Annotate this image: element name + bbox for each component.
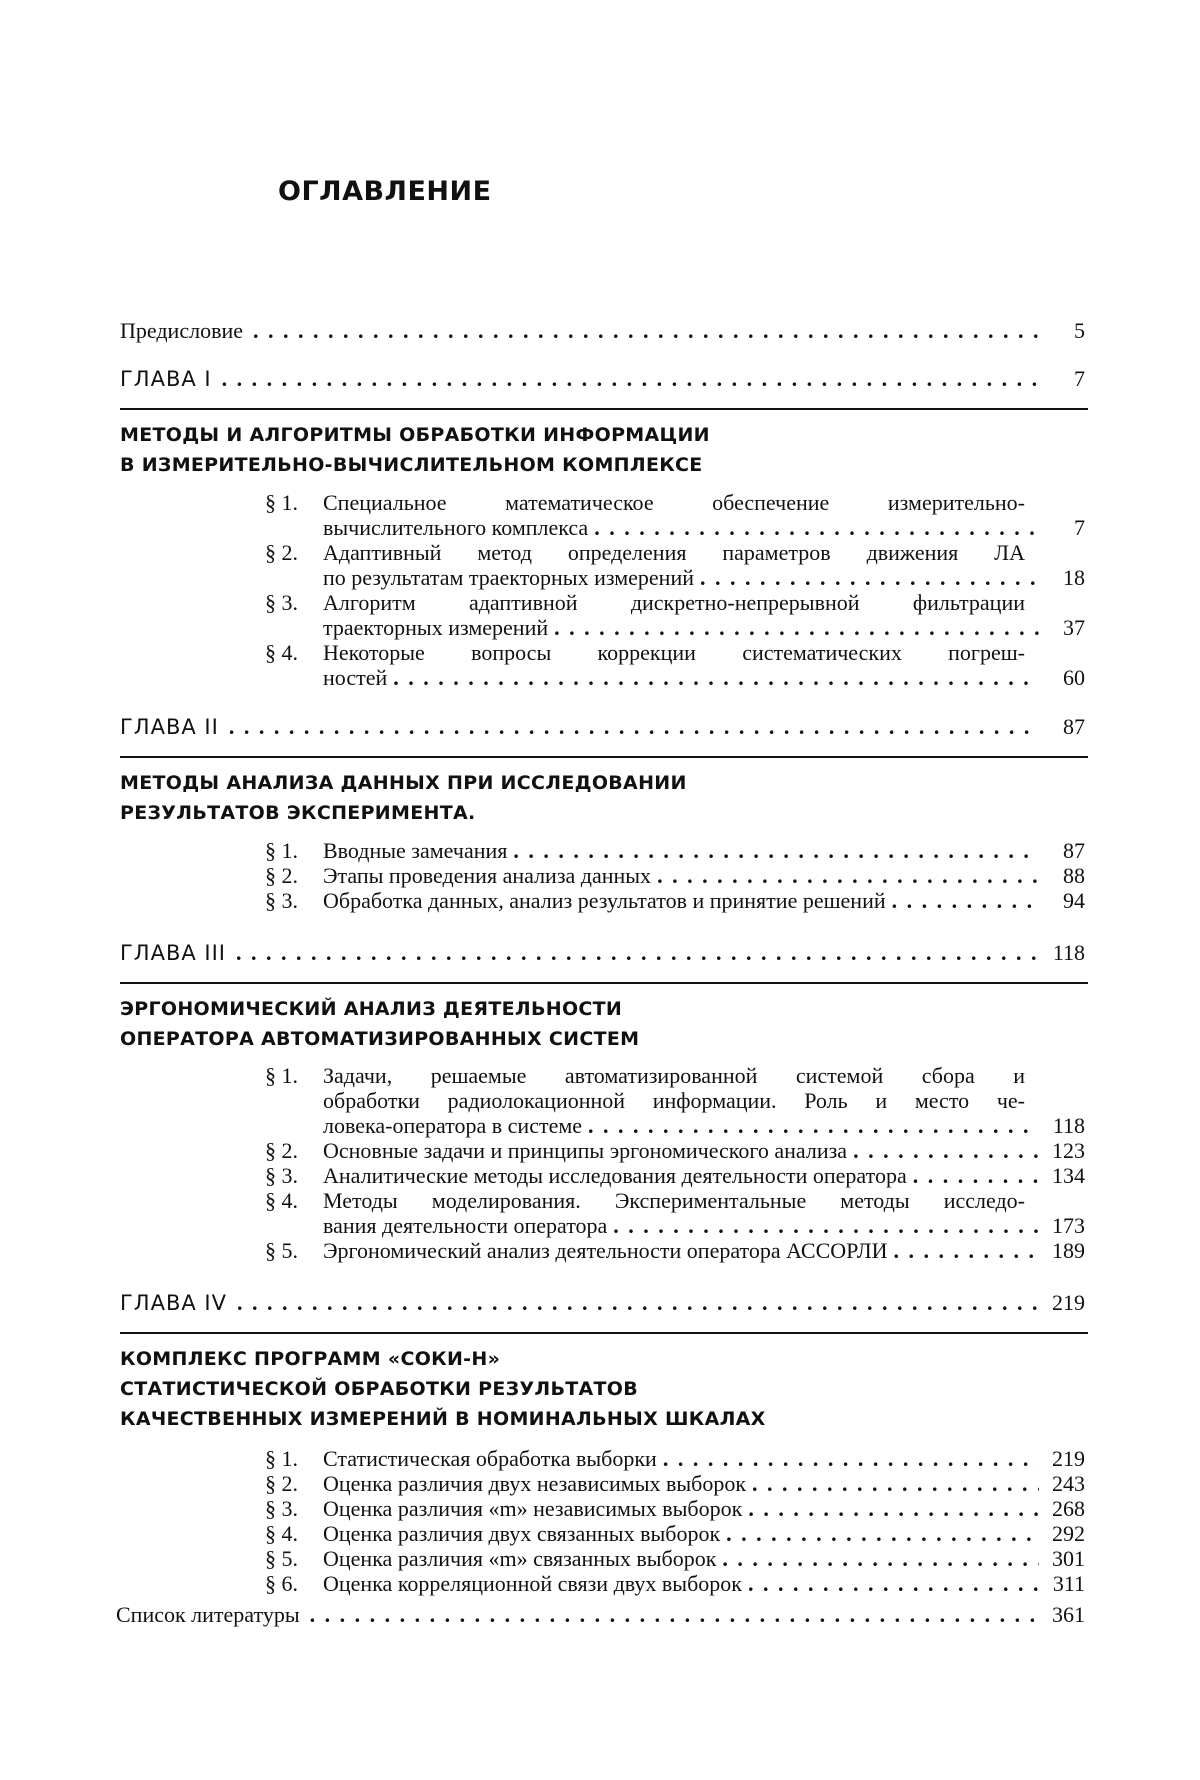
- dot-leader: [554, 615, 1039, 640]
- chapter-title-line: ЭРГОНОМИЧЕСКИЙ АНАЛИЗ ДЕЯТЕЛЬНОСТИ: [120, 998, 623, 1020]
- section-line: вания деятельности оператора: [323, 1213, 608, 1238]
- chapter-page: 87: [1063, 714, 1085, 739]
- chapter-rule: [120, 982, 1088, 984]
- dot-leader: [894, 1238, 1039, 1263]
- section-page: 37: [1063, 615, 1085, 640]
- dot-leader: [253, 318, 1039, 344]
- section-line: Основные задачи и принципы эргономического анализа: [323, 1138, 848, 1163]
- section-page: 311: [1052, 1571, 1085, 1596]
- dot-leader: [393, 665, 1039, 690]
- section-number: § 1.: [265, 490, 298, 515]
- section-number: § 4.: [265, 640, 298, 665]
- section-page: 123: [1052, 1138, 1085, 1163]
- section-page: 134: [1052, 1163, 1085, 1188]
- entry-page: 361: [1052, 1602, 1085, 1627]
- chapter-page: 219: [1052, 1290, 1085, 1315]
- dot-leader: [594, 515, 1039, 540]
- section-line: Эргономический анализ деятельности оператора АССОРЛИ: [323, 1238, 888, 1263]
- section-number: § 2.: [265, 1471, 298, 1496]
- entry-page: 5: [1074, 318, 1085, 343]
- chapter-3-heading: [120, 940, 1085, 966]
- chapter-rule: [120, 1332, 1088, 1334]
- dot-leader: [853, 1138, 1039, 1163]
- dot-leader: [657, 863, 1039, 888]
- toc-entry-bibliography: [116, 1602, 1085, 1628]
- section-line: Адаптивный метод определения параметров движения ЛА: [323, 540, 1025, 565]
- dot-leader: [236, 940, 1039, 966]
- section-line: Обработка данных, анализ результатов и принятие решений: [323, 888, 886, 913]
- dot-leader: [748, 1496, 1039, 1521]
- section-number: § 2.: [265, 863, 298, 888]
- section-number: § 2.: [265, 1138, 298, 1163]
- section-page: 173: [1052, 1213, 1085, 1238]
- section-page: 219: [1052, 1446, 1085, 1471]
- chapter-label: ГЛАВА I: [120, 367, 212, 391]
- chapter-title-line: МЕТОДЫ АНАЛИЗА ДАННЫХ ПРИ ИССЛЕДОВАНИИ: [120, 772, 687, 794]
- dot-leader: [748, 1571, 1039, 1596]
- chapter-title-line: КОМПЛЕКС ПРОГРАММ «СОКИ-Н»: [120, 1348, 501, 1370]
- section-line: ловека-оператора в системе: [323, 1113, 583, 1138]
- section-page: 118: [1052, 1113, 1085, 1138]
- chapter-label: ГЛАВА II: [120, 715, 219, 739]
- chapter-title-line: СТАТИСТИЧЕСКОЙ ОБРАБОТКИ РЕЗУЛЬТАТОВ: [120, 1378, 639, 1400]
- section-page: 60: [1063, 665, 1085, 690]
- chapter-1-title: [120, 420, 1080, 480]
- section-number: § 2.: [265, 540, 298, 565]
- section-line: ностей: [323, 665, 388, 690]
- chapter-title-line: В ИЗМЕРИТЕЛЬНО-ВЫЧИСЛИТЕЛЬНОМ КОМПЛЕКСЕ: [120, 454, 703, 476]
- section-line: Некоторые вопросы коррекции систематических погреш-: [323, 640, 1025, 665]
- section-page: 88: [1063, 863, 1085, 888]
- section-number: § 6.: [265, 1571, 298, 1596]
- chapter-title-line: ОПЕРАТОРА АВТОМАТИЗИРОВАННЫХ СИСТЕМ: [120, 1028, 640, 1050]
- dot-leader: [752, 1471, 1039, 1496]
- section-number: § 3.: [265, 1496, 298, 1521]
- dot-leader: [613, 1213, 1039, 1238]
- dot-leader: [588, 1113, 1039, 1138]
- section-line: Оценка различия «m» независимых выборок: [323, 1496, 743, 1521]
- dot-leader: [913, 1163, 1039, 1188]
- section-number: § 1.: [265, 1446, 298, 1471]
- section-line: Специальное математическое обеспечение измерительно-: [323, 490, 1025, 515]
- section-line: по результатам траекторных измерений: [323, 565, 695, 590]
- dot-leader: [726, 1521, 1039, 1546]
- chapter-label: ГЛАВА IV: [120, 1291, 227, 1315]
- section-page: 301: [1052, 1546, 1085, 1571]
- chapter-rule: [120, 408, 1088, 410]
- chapter-4-heading: [120, 1290, 1085, 1316]
- section-page: 292: [1052, 1521, 1085, 1546]
- section-line: Статистическая обработка выборки: [323, 1446, 657, 1471]
- section-page: 18: [1063, 565, 1085, 590]
- chapter-rule: [120, 756, 1088, 758]
- section-page: 243: [1052, 1471, 1085, 1496]
- section-line: траекторных измерений: [323, 615, 549, 640]
- section-number: § 5.: [265, 1238, 298, 1263]
- dot-leader: [892, 888, 1039, 913]
- chapter-label: ГЛАВА III: [120, 941, 226, 965]
- section-line: Вводные замечания: [323, 838, 508, 863]
- toc-entry-preface: [120, 318, 1085, 344]
- section-page: 189: [1052, 1238, 1085, 1263]
- section-line: Оценка различия двух связанных выборок: [323, 1521, 721, 1546]
- section-number: § 3.: [265, 590, 298, 615]
- chapter-title-line: РЕЗУЛЬТАТОВ ЭКСПЕРИМЕНТА.: [120, 802, 476, 824]
- dot-leader: [237, 1290, 1039, 1316]
- chapter-2-heading: [120, 714, 1085, 740]
- section-number: § 1.: [265, 1063, 298, 1088]
- dot-leader: [229, 714, 1039, 740]
- section-number: § 3.: [265, 1163, 298, 1188]
- chapter-3-title: [120, 994, 1080, 1054]
- section-line: обработки радиолокационной информации. Роль и место че-: [323, 1088, 1025, 1113]
- section-line: Этапы проведения анализа данных: [323, 863, 652, 888]
- section-line: Задачи, решаемые автоматизированной системой сбора и: [323, 1063, 1025, 1088]
- chapter-4-title: [120, 1344, 1080, 1434]
- chapter-title-line: КАЧЕСТВЕННЫХ ИЗМЕРЕНИЙ В НОМИНАЛЬНЫХ ШКАЛАХ: [120, 1408, 766, 1430]
- dot-leader: [310, 1602, 1039, 1628]
- entry-label: Предисловие: [120, 318, 243, 343]
- chapter-page: 118: [1052, 940, 1085, 965]
- section-number: § 5.: [265, 1546, 298, 1571]
- dot-leader: [700, 565, 1039, 590]
- section-line: Аналитические методы исследования деятельности оператора: [323, 1163, 907, 1188]
- section-line: Оценка различия двух независимых выборок: [323, 1471, 747, 1496]
- section-number: § 4.: [265, 1188, 298, 1213]
- section-number: § 1.: [265, 838, 298, 863]
- entry-label: Список литературы: [116, 1602, 300, 1627]
- section-line: Оценка различия «m» связанных выборок: [323, 1546, 717, 1571]
- section-page: 268: [1052, 1496, 1085, 1521]
- section-line: Алгоритм адаптивной дискретно-непрерывной фильтрации: [323, 590, 1025, 615]
- dot-leader: [722, 1546, 1039, 1571]
- chapter-page: 7: [1074, 366, 1085, 391]
- dot-leader: [663, 1446, 1039, 1471]
- chapter-title-line: МЕТОДЫ И АЛГОРИТМЫ ОБРАБОТКИ ИНФОРМАЦИИ: [120, 424, 710, 446]
- section-number: § 4.: [265, 1521, 298, 1546]
- section-line: Оценка корреляционной связи двух выборок: [323, 1571, 742, 1596]
- section-line: вычислительного комплекса: [323, 515, 589, 540]
- section-line: Методы моделирования. Экспериментальные методы исследо-: [323, 1188, 1025, 1213]
- section-page: 94: [1063, 888, 1085, 913]
- section-page: 7: [1074, 515, 1085, 540]
- chapter-1-heading: [120, 366, 1085, 392]
- page-title: ОГЛАВЛЕНИЕ: [278, 176, 492, 207]
- chapter-2-title: [120, 768, 1080, 828]
- section-page: 87: [1063, 838, 1085, 863]
- section-number: § 3.: [265, 888, 298, 913]
- dot-leader: [513, 838, 1039, 863]
- dot-leader: [222, 366, 1039, 392]
